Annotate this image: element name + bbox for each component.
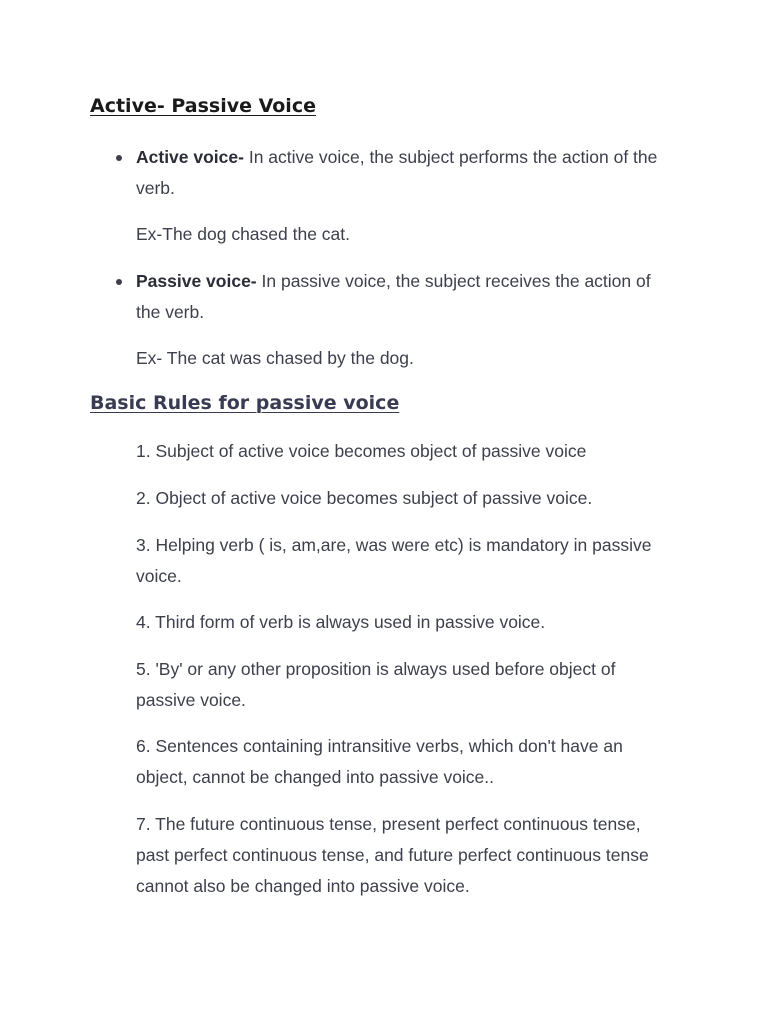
definition-example: Ex-The dog chased the cat.	[136, 224, 351, 244]
rule-item: 7. The future continuous tense, present perfect continuous tense, past perfect continuous tense, and future perfect continuous tense cannot also be changed into passive voice.	[136, 814, 649, 896]
bullet-icon	[116, 155, 122, 161]
rule-item: 6. Sentences containing intransitive verbs, which don't have an object, cannot be changed into passive voice..	[136, 736, 623, 787]
page-title: Active- Passive Voice	[90, 95, 316, 117]
definition-passive-voice	[136, 266, 676, 328]
section-heading: Basic Rules for passive voice	[90, 392, 400, 414]
definition-term: Passive voice-	[136, 271, 257, 291]
definition-active-voice	[136, 142, 676, 204]
rule-item: 1. Subject of active voice becomes object of passive voice	[136, 441, 587, 461]
rule-item: 2. Object of active voice becomes subject of passive voice.	[136, 488, 593, 508]
definition-term: Active voice-	[136, 147, 244, 167]
definition-example: Ex- The cat was chased by the dog.	[136, 348, 414, 368]
rule-item: 4. Third form of verb is always used in passive voice.	[136, 612, 546, 632]
definition-text: In active voice, the subject performs the action of the verb.	[136, 147, 658, 198]
rule-item: 5. 'By' or any other proposition is always used before object of passive voice.	[136, 659, 616, 710]
bullet-icon	[116, 279, 122, 285]
definition-text: In passive voice, the subject receives the action of the verb.	[136, 271, 651, 322]
rule-item: 3. Helping verb ( is, am,are, was were etc) is mandatory in passive voice.	[136, 535, 652, 586]
